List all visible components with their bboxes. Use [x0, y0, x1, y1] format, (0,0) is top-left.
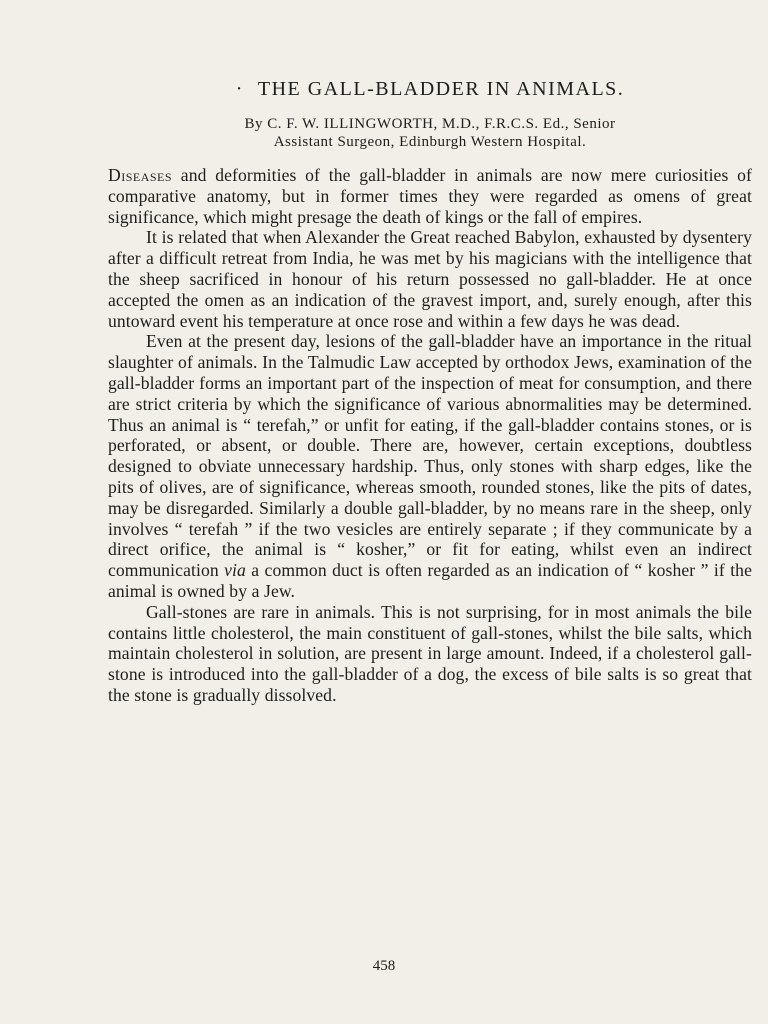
page-number: 458 [372, 958, 396, 974]
paragraph-1 [108, 165, 752, 227]
byline-line-2: Assistant Surgeon, Edinburgh Western Hospital. [273, 134, 587, 150]
paragraph-1-lead: Diseases [108, 165, 173, 185]
title-bullet: · [235, 78, 244, 100]
byline-line-1: By C. F. W. ILLINGWORTH, M.D., F.R.C.S. Ed., Senior [244, 116, 616, 132]
paragraph-3-text-b: a common duct is often regarded as an indication of “ kosher ” if the animal is owned by a Jew. [108, 560, 752, 601]
paragraph-2: It is related that when Alexander the Great reached Babylon, exhausted by dysentery after a difficult retreat from India, he was met by his magicians with the intelligence that the sheep sacrificed in honour of his return possessed no gall-bladder. He at once accepted the omen as an indication of the gravest import, and, surely enough, after this untoward event his temperature at once rose and within a few days he was dead. [108, 227, 752, 331]
paragraph-3 [108, 331, 752, 601]
paragraph-4: Gall-stones are rare in animals. This is not surprising, for in most animals the bile contains little cholesterol, the main constituent of gall-stones, whilst the bile salts, which maintain cholesterol in solution, are present in large amount. Indeed, if a cholesterol gall-stone is introduced into the gall-bladder of a dog, the excess of bile salts is so great that the stone is gradually dissolved. [108, 601, 752, 705]
paragraph-3-italic-via: via [224, 560, 246, 581]
page-content [108, 78, 752, 706]
article-body [108, 165, 752, 706]
article-title-text: THE GALL-BLADDER IN ANIMALS. [257, 78, 625, 100]
article-title [108, 78, 752, 101]
paragraph-3-text-a: Even at the present day, lesions of the gall-bladder have an importance in the ritual slaughter of animals. In the Talmudic Law accepted by orthodox Jews, examination of the gall-bladder forms an important part of the inspection of meat for consumption, and there are strict criteria by which the significance of various abnormalities may be determined. Thus an animal is “ terefah,” or unfit for eating, if the gall-bladder contains stones, or is perforated, or absent, or double. There are, however, certain exceptions, doubtless designed to obviate unnecessary hardship. Thus, only stones with sharp edges, like the pits of olives, are of significance, whereas smooth, rounded stones, like the pits of dates, may be disregarded. Similarly a double gall-bladder, by no means rare in the sheep, only involves “ terefah ” if the two vesicles are entirely separate ; if they communicate by a direct orifice, the animal is “ kosher,” or fit for eating, whilst even an indirect communication [108, 331, 752, 581]
author-byline [108, 115, 752, 151]
paragraph-1-text: and deformities of the gall-bladder in animals are now mere curiosities of comparative anatomy, but in former times they were regarded as omens of great significance, which might presage the death of kings or the fall of empires. [108, 165, 752, 227]
